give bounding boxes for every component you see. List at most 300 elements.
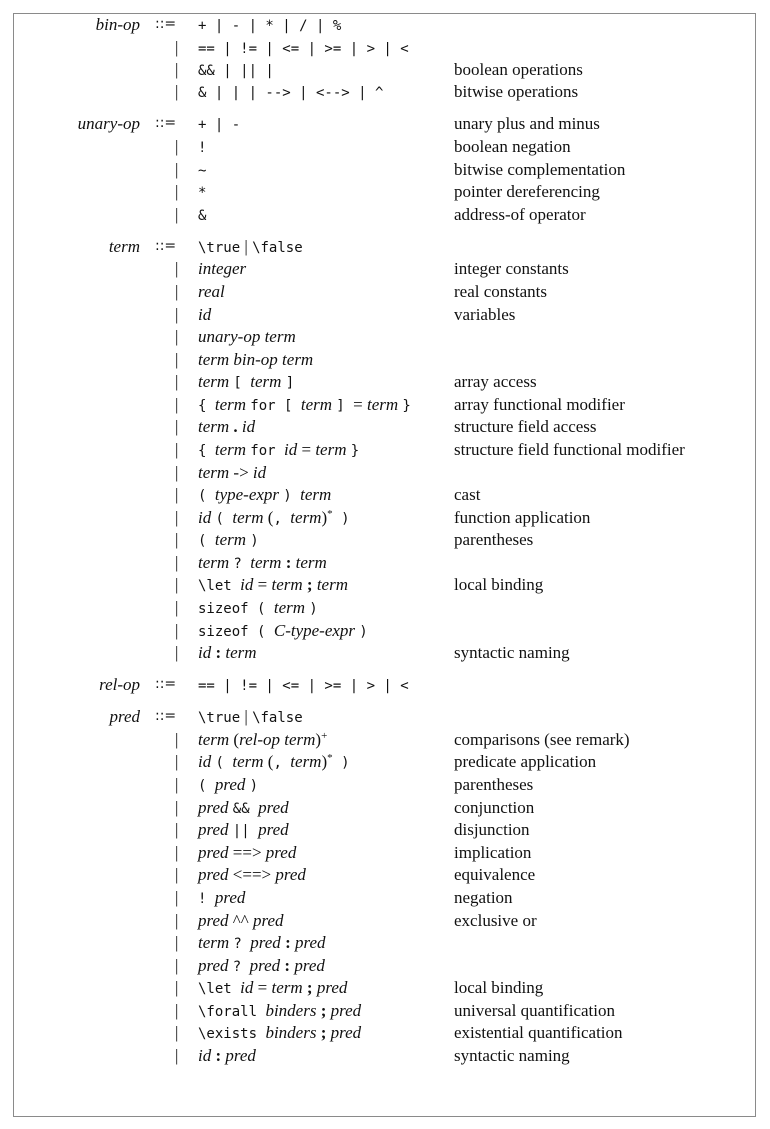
rhs-token: sizeof (	[198, 624, 274, 640]
alternative-bar: |	[175, 621, 179, 640]
production-comment: local binding	[454, 575, 544, 594]
rhs-token: [	[233, 375, 251, 391]
production-comment: parentheses	[454, 775, 534, 794]
rhs-token: (	[267, 752, 274, 771]
rhs-token: id	[240, 978, 258, 997]
rhs-token: (	[233, 730, 240, 749]
rhs-token: pred	[198, 911, 233, 930]
rhs-token: real	[198, 282, 225, 301]
rhs-token: term	[250, 372, 286, 391]
rhs-token: pred	[250, 933, 286, 952]
rhs-token: integer	[198, 259, 247, 278]
grammar-row	[0, 596, 770, 619]
nonterminal-name: pred	[109, 707, 140, 726]
rhs-token: *	[327, 752, 333, 764]
alternative-bar: |	[175, 888, 179, 907]
grammar-row	[0, 415, 770, 438]
production-rhs	[198, 303, 211, 326]
rhs-token: \false	[252, 240, 303, 256]
production-comment: cast	[454, 485, 481, 504]
grammar-row	[0, 393, 770, 416]
definition-symbol: ::=	[155, 238, 177, 254]
production-rhs	[198, 135, 206, 160]
rhs-token: id	[252, 463, 267, 482]
production-comment: bitwise operations	[454, 82, 579, 101]
production-rhs	[198, 415, 255, 438]
rhs-token: )	[321, 752, 328, 771]
rhs-token: binders	[265, 1001, 321, 1020]
definition-symbol: ::=	[155, 708, 177, 724]
rhs-token: pred	[253, 911, 284, 930]
rhs-token: pred	[258, 820, 289, 839]
rhs-token: pred	[198, 820, 233, 839]
production-rhs	[198, 841, 296, 864]
production-rhs	[198, 573, 348, 598]
grammar-row	[0, 954, 770, 977]
production-comment: variables	[454, 305, 516, 324]
nonterminal-name: rel-op	[99, 675, 140, 694]
production-comment: structure field access	[454, 417, 597, 436]
rhs-token: :	[215, 643, 222, 662]
production-comment: array functional modifier	[454, 395, 625, 414]
rhs-token: pred	[326, 1001, 362, 1020]
rhs-token: =	[257, 575, 272, 594]
alternative-bar: |	[175, 440, 179, 459]
rhs-token: term	[273, 598, 310, 617]
rhs-token: pred	[265, 843, 297, 862]
grammar-row	[0, 461, 770, 484]
alternative-bar: |	[175, 530, 179, 549]
rhs-token: =	[353, 395, 367, 414]
rhs-token: term	[232, 508, 268, 527]
production-rhs	[198, 1021, 361, 1046]
rhs-token: :	[284, 956, 291, 975]
rhs-token: term	[198, 730, 234, 749]
nonterminal-name: bin-op	[95, 15, 140, 34]
rhs-token: )	[249, 778, 259, 794]
definition-symbol: ::=	[155, 676, 177, 692]
alternative-bar: |	[175, 843, 179, 862]
alternative-bar: |	[175, 282, 179, 301]
rhs-token: term	[290, 752, 322, 771]
alternative-bar: |	[175, 205, 179, 224]
production-rhs	[198, 863, 306, 886]
rhs-token: \exists	[198, 1026, 266, 1042]
rhs-token: ]	[336, 398, 354, 414]
alternative-bar: |	[175, 463, 179, 482]
rhs-token: ;	[306, 575, 313, 594]
production-rhs	[198, 180, 206, 205]
rhs-token: pred	[290, 933, 326, 952]
rhs-token: (	[215, 755, 233, 771]
alternative-bar: |	[175, 820, 179, 839]
rhs-token: <==>	[232, 865, 276, 884]
alternative-bar: |	[175, 956, 179, 975]
alternative-bar: |	[175, 508, 179, 527]
rhs-token: =	[257, 978, 272, 997]
grammar-row	[0, 728, 770, 751]
production-rhs	[198, 461, 266, 484]
rhs-token: \false	[252, 710, 303, 726]
rhs-token: id	[198, 508, 216, 527]
production-rhs	[198, 818, 289, 843]
grammar-row	[0, 750, 770, 773]
production-rhs	[198, 886, 245, 911]
production-comment: local binding	[454, 978, 544, 997]
production-rhs	[198, 13, 341, 38]
rhs-token: term	[300, 395, 337, 414]
rhs-token: term	[250, 553, 286, 572]
rhs-token: && | || |	[198, 63, 274, 79]
alternative-bar: |	[175, 372, 179, 391]
rhs-token: id	[198, 1046, 216, 1065]
rhs-token: !	[198, 891, 215, 907]
rhs-token: pred	[198, 865, 233, 884]
alternative-bar: |	[175, 730, 179, 749]
production-rhs	[198, 931, 326, 956]
production-comment: structure field functional modifier	[454, 440, 685, 459]
rhs-token: pred	[312, 978, 348, 997]
grammar-row	[0, 36, 770, 59]
rhs-token: {	[198, 443, 215, 459]
rhs-token: &	[198, 208, 207, 224]
alternative-bar: |	[175, 865, 179, 884]
rhs-token: pred	[198, 956, 233, 975]
production-comment: boolean negation	[454, 137, 571, 156]
alternative-bar: |	[175, 182, 179, 201]
production-comment: syntactic naming	[454, 643, 570, 662]
production-rhs	[198, 773, 258, 798]
rhs-token: id	[240, 575, 258, 594]
rhs-token: |	[240, 707, 253, 726]
rhs-token: (	[267, 508, 274, 527]
definition-symbol: ::=	[155, 115, 177, 131]
production-comment: predicate application	[454, 752, 597, 771]
rhs-token: )	[321, 508, 328, 527]
grammar-row	[0, 235, 770, 258]
grammar-row	[0, 886, 770, 909]
grammar-row	[0, 1021, 770, 1044]
grammar-row	[0, 1044, 770, 1067]
grammar-row	[0, 135, 770, 158]
production-rhs	[198, 325, 296, 348]
rhs-token: \let	[198, 578, 241, 594]
production-comment: universal quantification	[454, 1001, 615, 1020]
rhs-token: ?	[232, 959, 250, 975]
rhs-token: & | | | --> | <--> | ^	[198, 85, 384, 101]
alternative-bar: |	[175, 798, 179, 817]
rhs-token: (	[198, 778, 215, 794]
rhs-token: for	[250, 443, 284, 459]
grammar-row	[0, 348, 770, 371]
grammar-row	[0, 976, 770, 999]
rhs-token: term	[214, 440, 251, 459]
rhs-token: )	[309, 601, 318, 617]
rhs-token: term	[271, 575, 307, 594]
rhs-token: type-expr	[214, 485, 284, 504]
grammar-row	[0, 528, 770, 551]
rhs-token: )	[359, 624, 368, 640]
alternative-bar: |	[175, 395, 179, 414]
production-comment: unary plus and minus	[454, 114, 600, 133]
production-rhs	[198, 673, 409, 698]
rhs-token: )	[332, 755, 350, 771]
alternative-bar: |	[175, 1001, 179, 1020]
rhs-token: id	[198, 643, 216, 662]
production-rhs	[198, 280, 225, 303]
alternative-bar: |	[175, 1046, 179, 1065]
rhs-token: binders	[265, 1023, 321, 1042]
rhs-token: {	[198, 398, 215, 414]
rhs-token: + | -	[198, 117, 241, 133]
rhs-token: pred	[198, 843, 233, 862]
rhs-token: for [	[250, 398, 301, 414]
rhs-token: term	[198, 417, 234, 436]
production-rhs	[198, 528, 259, 553]
rhs-token: id	[237, 417, 256, 436]
rhs-token: id	[198, 752, 216, 771]
production-rhs	[198, 112, 240, 137]
rhs-token: ^^	[232, 911, 253, 930]
production-rhs	[198, 705, 303, 730]
grammar-row	[0, 370, 770, 393]
grammar-row	[0, 773, 770, 796]
rhs-token: pred	[249, 956, 285, 975]
rhs-token: == | != | <= | >= | > | <	[198, 41, 409, 57]
grammar-row	[0, 483, 770, 506]
rhs-token: pred	[214, 775, 250, 794]
production-rhs	[198, 909, 284, 932]
production-rhs	[198, 370, 294, 395]
grammar-row	[0, 58, 770, 81]
rhs-token: == | != | <= | >= | > | <	[198, 678, 409, 694]
production-comment: disjunction	[454, 820, 530, 839]
rhs-token: \true	[198, 710, 241, 726]
grammar-row	[0, 13, 770, 36]
production-comment: function application	[454, 508, 591, 527]
rhs-token: *	[198, 185, 207, 201]
production-rhs	[198, 750, 350, 775]
production-comment: syntactic naming	[454, 1046, 570, 1065]
rhs-token: pred	[214, 888, 246, 907]
grammar-row	[0, 180, 770, 203]
production-comment: parentheses	[454, 530, 534, 549]
grammar-row	[0, 931, 770, 954]
grammar-row	[0, 80, 770, 103]
rhs-token: rel-op term	[239, 730, 316, 749]
grammar-row	[0, 705, 770, 728]
rhs-token: term	[290, 508, 322, 527]
rhs-token: :	[215, 1046, 222, 1065]
production-rhs	[198, 976, 347, 1001]
rhs-token: pred	[275, 865, 306, 884]
rhs-token: :	[285, 553, 292, 572]
rhs-token: (	[198, 488, 215, 504]
rhs-token: id	[284, 440, 302, 459]
rhs-token: ]	[285, 375, 295, 391]
grammar-row	[0, 280, 770, 303]
production-rhs	[198, 483, 331, 508]
alternative-bar: |	[175, 259, 179, 278]
rhs-token: pred	[326, 1023, 362, 1042]
production-comment: conjunction	[454, 798, 535, 817]
rhs-token: term	[232, 752, 268, 771]
production-rhs	[198, 438, 359, 463]
production-rhs	[198, 203, 206, 228]
definition-symbol: ::=	[155, 16, 177, 32]
rhs-token: &&	[232, 801, 259, 817]
production-comment: bitwise complementation	[454, 160, 626, 179]
production-comment: negation	[454, 888, 513, 907]
rhs-token: term	[198, 933, 234, 952]
rhs-token: pred	[290, 956, 325, 975]
rhs-token: *	[327, 508, 333, 520]
rhs-token: term	[315, 440, 351, 459]
rhs-token: sizeof (	[198, 601, 274, 617]
grammar-row	[0, 438, 770, 461]
alternative-bar: |	[175, 60, 179, 79]
production-rhs	[198, 728, 327, 751]
rhs-token: \let	[198, 981, 241, 997]
rhs-token: ;	[306, 978, 313, 997]
rhs-token: pred	[258, 798, 289, 817]
grammar-row	[0, 303, 770, 326]
rhs-token: term bin-op term	[198, 350, 314, 369]
rhs-token: )	[332, 511, 350, 527]
rhs-token: term	[300, 485, 332, 504]
production-comment: real constants	[454, 282, 547, 301]
rhs-token: (	[215, 511, 233, 527]
rhs-token: pred	[221, 1046, 256, 1065]
rhs-token: term	[312, 575, 348, 594]
rhs-token: term	[291, 553, 327, 572]
production-rhs	[198, 80, 383, 105]
rhs-token: !	[198, 140, 207, 156]
rhs-token: term	[198, 463, 234, 482]
rhs-token: =	[301, 440, 316, 459]
rhs-token: )	[315, 730, 322, 749]
production-rhs	[198, 348, 313, 371]
rhs-token: +	[321, 730, 328, 742]
rhs-token: unary-op term	[198, 327, 296, 346]
rhs-token: |	[240, 237, 253, 256]
rhs-token: )	[250, 533, 259, 549]
grammar-row	[0, 796, 770, 819]
rhs-token: ;	[320, 1023, 327, 1042]
production-comment: array access	[454, 372, 537, 391]
rhs-token: ||	[232, 823, 259, 839]
grammar-row	[0, 158, 770, 181]
rhs-token: ,	[273, 755, 291, 771]
grammar-row	[0, 641, 770, 664]
production-comment: comparisons (see remark)	[454, 730, 630, 749]
rhs-token: }	[402, 398, 411, 414]
rhs-token: ,	[273, 511, 291, 527]
grammar-row	[0, 573, 770, 596]
rhs-token: term	[221, 643, 257, 662]
production-comment: implication	[454, 843, 532, 862]
rhs-token: term	[214, 395, 251, 414]
alternative-bar: |	[175, 598, 179, 617]
grammar-row	[0, 999, 770, 1022]
grammar-row	[0, 257, 770, 280]
production-rhs	[198, 1044, 256, 1067]
alternative-bar: |	[175, 137, 179, 156]
rhs-token: term	[214, 530, 251, 549]
rhs-token: ?	[233, 936, 251, 952]
production-comment: pointer dereferencing	[454, 182, 600, 201]
production-rhs	[198, 596, 318, 621]
nonterminal-name: unary-op	[77, 114, 140, 133]
alternative-bar: |	[175, 485, 179, 504]
rhs-token: \true	[198, 240, 241, 256]
alternative-bar: |	[175, 933, 179, 952]
alternative-bar: |	[175, 911, 179, 930]
rhs-token: term	[198, 372, 234, 391]
alternative-bar: |	[175, 978, 179, 997]
alternative-bar: |	[175, 553, 179, 572]
production-rhs	[198, 641, 257, 664]
grammar-row	[0, 909, 770, 932]
alternative-bar: |	[175, 327, 179, 346]
alternative-bar: |	[175, 160, 179, 179]
alternative-bar: |	[175, 350, 179, 369]
rhs-token: ->	[233, 463, 253, 482]
alternative-bar: |	[175, 643, 179, 662]
rhs-token: C-type-expr	[273, 621, 360, 640]
grammar-row	[0, 203, 770, 226]
alternative-bar: |	[175, 752, 179, 771]
production-comment: address-of operator	[454, 205, 586, 224]
alternative-bar: |	[175, 575, 179, 594]
rhs-token: term	[271, 978, 307, 997]
production-comment: existential quantification	[454, 1023, 623, 1042]
alternative-bar: |	[175, 1023, 179, 1042]
alternative-bar: |	[175, 38, 179, 57]
grammar-row	[0, 619, 770, 642]
rhs-token: term	[198, 553, 234, 572]
rhs-token: ==>	[232, 843, 266, 862]
rhs-token: ?	[233, 556, 251, 572]
production-rhs	[198, 257, 246, 280]
grammar-row	[0, 673, 770, 696]
rhs-token: (	[198, 533, 215, 549]
rhs-token: + | - | * | / | %	[198, 18, 342, 34]
alternative-bar: |	[175, 305, 179, 324]
alternative-bar: |	[175, 417, 179, 436]
rhs-token: id	[198, 305, 212, 324]
rhs-token: pred	[198, 798, 233, 817]
production-comment: integer constants	[454, 259, 569, 278]
production-comment: boolean operations	[454, 60, 583, 79]
alternative-bar: |	[175, 775, 179, 794]
rhs-token: term	[366, 395, 403, 414]
rhs-token: }	[350, 443, 360, 459]
grammar-row	[0, 841, 770, 864]
production-comment: equivalence	[454, 865, 536, 884]
rhs-token: )	[283, 488, 301, 504]
grammar-row	[0, 818, 770, 841]
grammar-row	[0, 325, 770, 348]
grammar-row	[0, 112, 770, 135]
rhs-token: :	[285, 933, 291, 952]
alternative-bar: |	[175, 82, 179, 101]
grammar-row	[0, 506, 770, 529]
grammar-row	[0, 551, 770, 574]
production-comment: exclusive or	[454, 911, 537, 930]
rhs-token: ;	[320, 1001, 327, 1020]
rhs-token: .	[233, 417, 238, 436]
